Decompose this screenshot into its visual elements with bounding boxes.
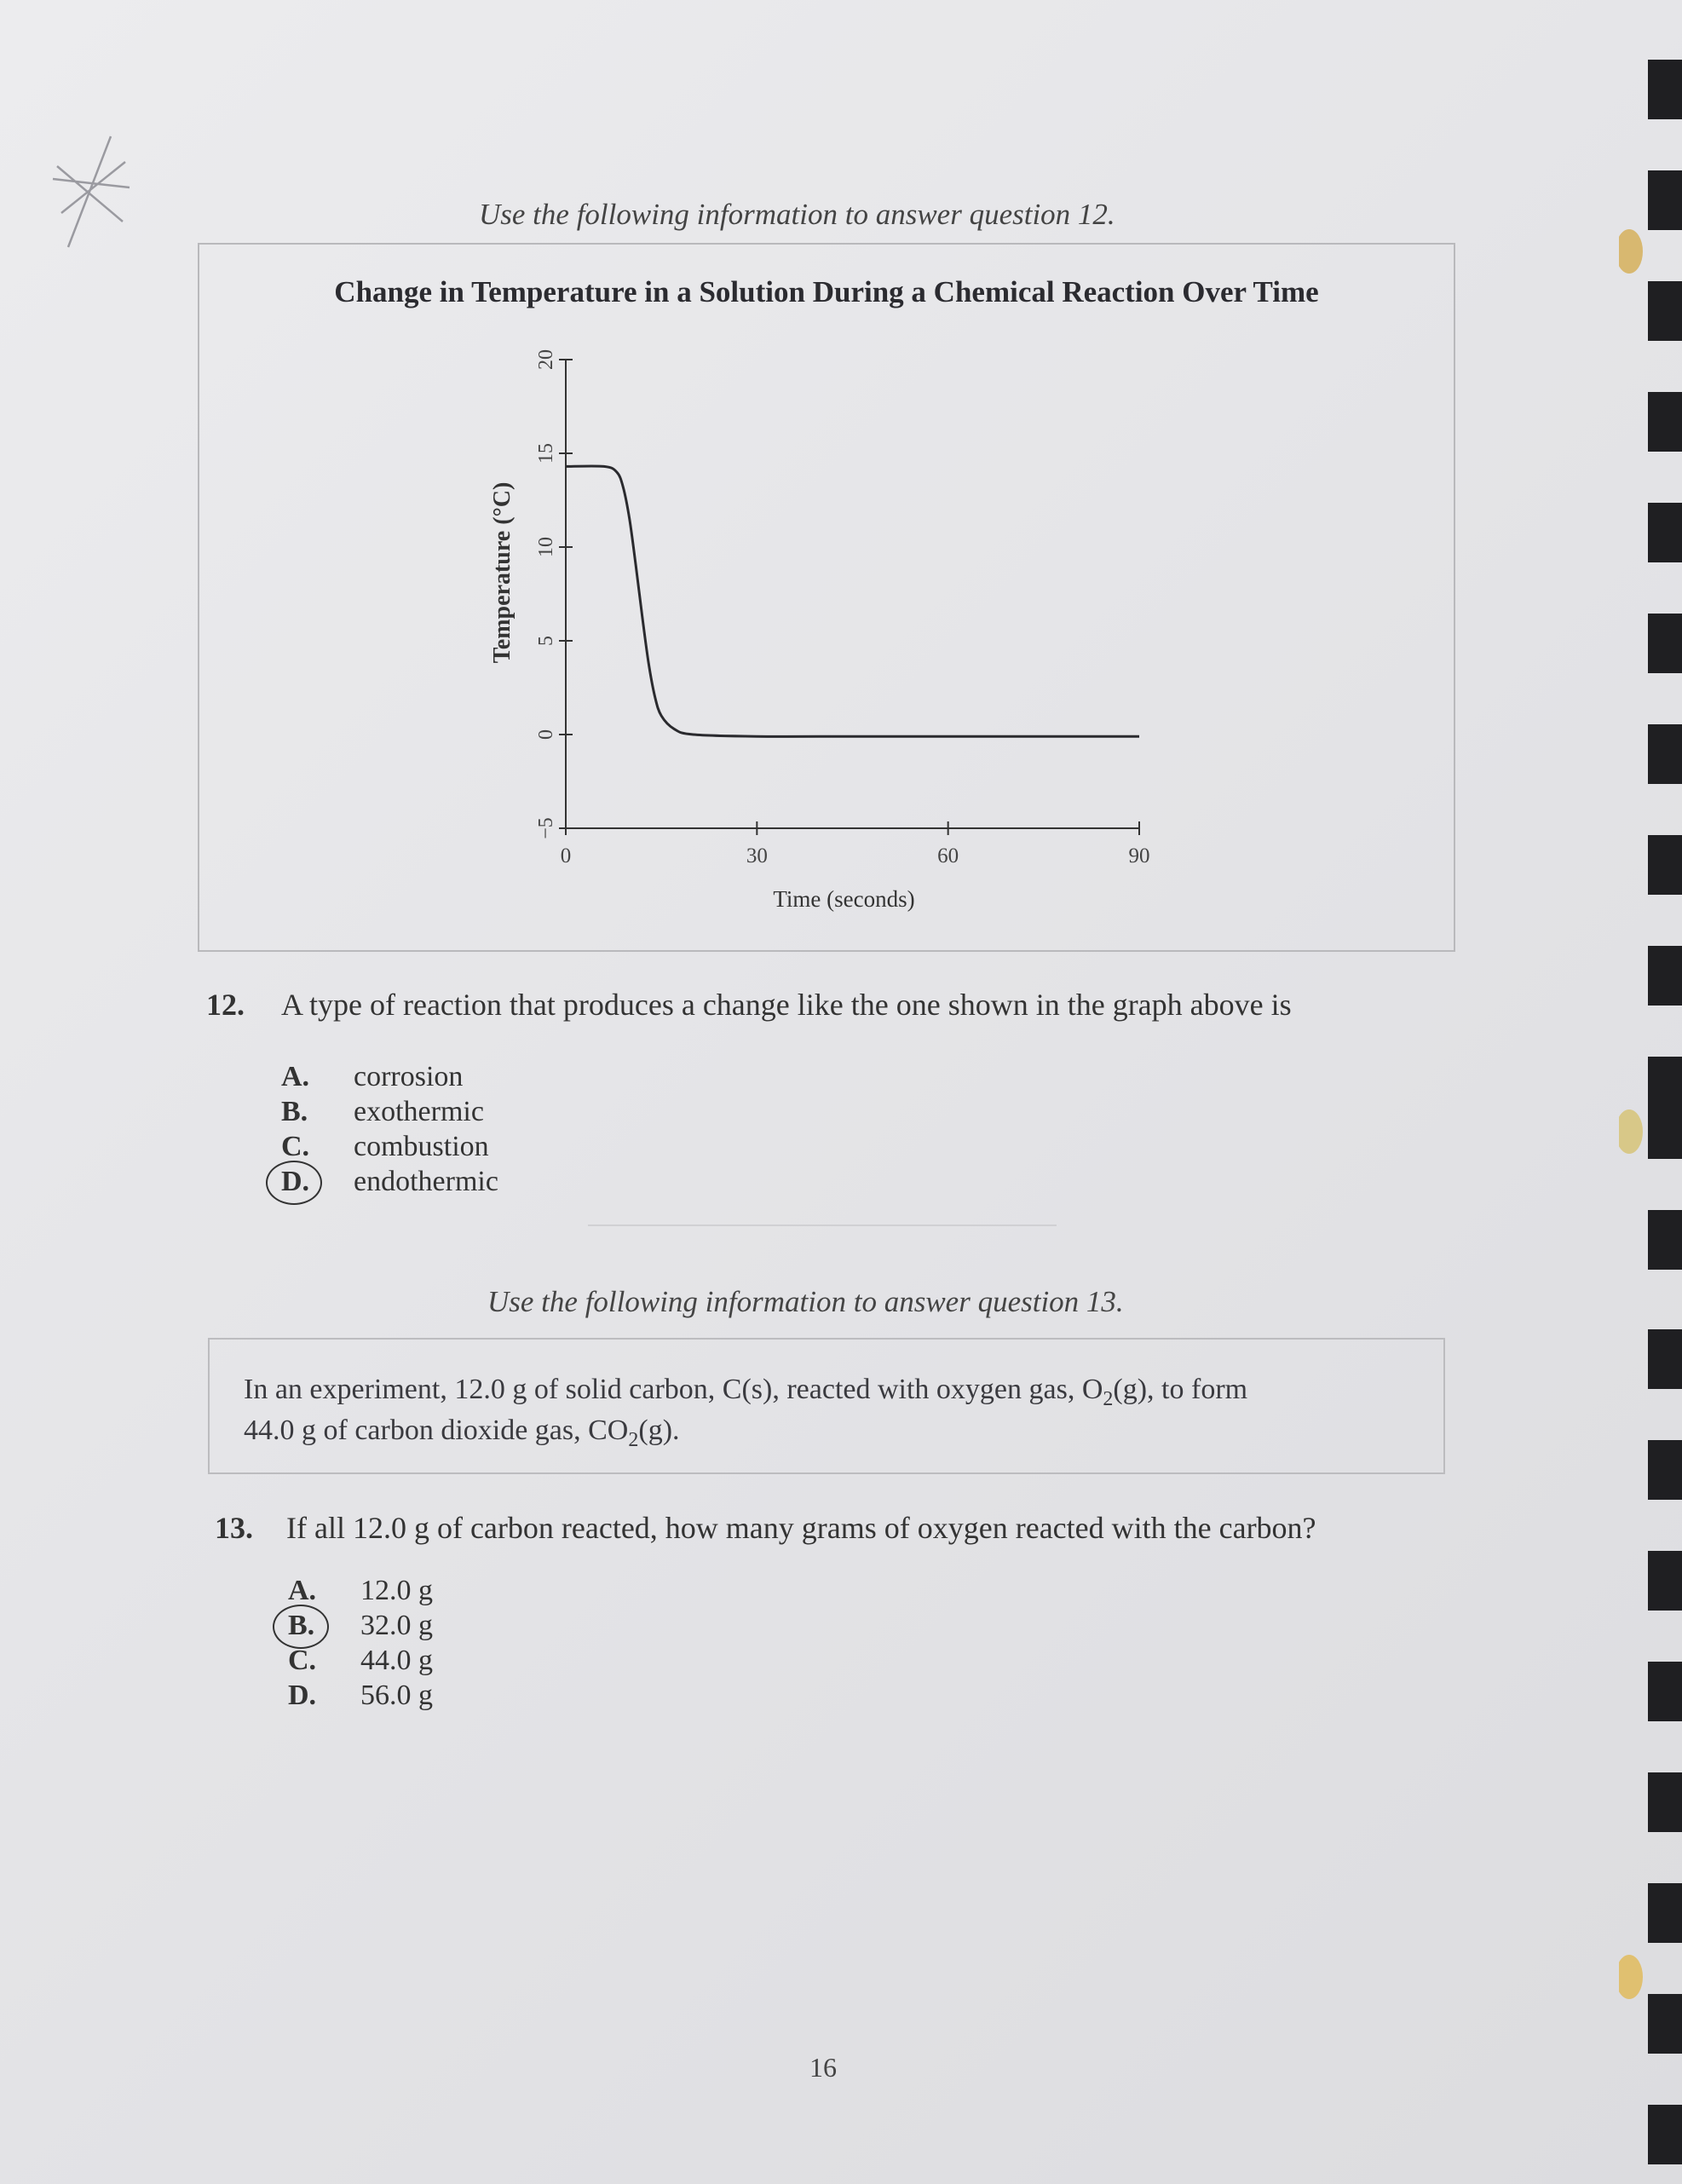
y-tick-label: −5	[535, 817, 557, 839]
subscript: 2	[1103, 1387, 1114, 1410]
y-tick-label: 5	[535, 636, 557, 646]
choice-letter: D.	[288, 1680, 317, 1711]
info-line-1-end: (g), to form	[1113, 1374, 1248, 1405]
info-line-1-text: In an experiment, 12.0 g of solid carbon, C(s), reacted with oxygen gas, O	[244, 1374, 1103, 1405]
question-text: If all 12.0 g of carbon reacted, how many grams of oxygen reacted with the carbon?	[286, 1511, 1316, 1545]
subscript: 2	[628, 1428, 639, 1451]
choice-text: exothermic	[354, 1096, 484, 1127]
x-axis-label: Time (seconds)	[773, 886, 915, 912]
question-number: 12.	[206, 988, 245, 1022]
choice-text: 12.0 g	[360, 1575, 433, 1606]
question-text: A type of reaction that produces a change like the one shown in the graph above is	[281, 988, 1292, 1022]
choice-letter: D.	[281, 1166, 310, 1197]
choice-text: combustion	[354, 1131, 489, 1162]
x-tick-label: 90	[1128, 844, 1150, 867]
info-line-2	[244, 1415, 680, 1452]
info-box-13	[208, 1338, 1445, 1474]
choice-letter: C.	[288, 1645, 317, 1676]
choice-letter: A.	[288, 1575, 317, 1606]
info-line-1	[244, 1374, 1247, 1411]
info-line-2-text: 44.0 g of carbon dioxide gas, CO	[244, 1415, 629, 1446]
choice-text: corrosion	[354, 1061, 464, 1092]
x-tick-label: 30	[746, 844, 768, 867]
info-line-2-end: (g).	[638, 1415, 680, 1446]
x-tick-label: 0	[560, 844, 572, 867]
temperature-series-line	[566, 466, 1139, 736]
chart-title: Change in Temperature in a Solution During a Chemical Reaction Over Time	[334, 275, 1319, 308]
page-number: 16	[809, 2052, 837, 2083]
choice-letter: C.	[281, 1131, 310, 1162]
intro-question-13: Use the following information to answer question 13.	[487, 1285, 1124, 1318]
choice-letter: B.	[288, 1610, 315, 1641]
question-number: 13.	[215, 1511, 253, 1545]
choice-letter: A.	[281, 1061, 310, 1092]
temperature-chart	[199, 245, 1454, 950]
y-axis-label: Temperature (°C)	[489, 481, 516, 664]
choice-text: 32.0 g	[360, 1610, 433, 1641]
choice-letter: B.	[281, 1096, 308, 1127]
y-tick-label: 15	[535, 443, 557, 464]
handwritten-star-mark	[44, 128, 138, 256]
y-tick-label: 10	[535, 537, 557, 557]
choice-text: 44.0 g	[360, 1645, 433, 1676]
handwritten-answer-circle	[273, 1605, 329, 1649]
y-tick-label: 20	[535, 349, 557, 370]
handwritten-answer-circle	[266, 1161, 322, 1205]
spiral-binding	[1619, 0, 1682, 2184]
choice-text: endothermic	[354, 1166, 498, 1197]
intro-question-12: Use the following information to answer question 12.	[479, 198, 1115, 231]
y-tick-label: 0	[535, 729, 557, 740]
x-tick-label: 60	[937, 844, 959, 867]
chart-container	[198, 243, 1455, 952]
section-divider	[588, 1225, 1057, 1226]
choice-text: 56.0 g	[360, 1680, 433, 1711]
